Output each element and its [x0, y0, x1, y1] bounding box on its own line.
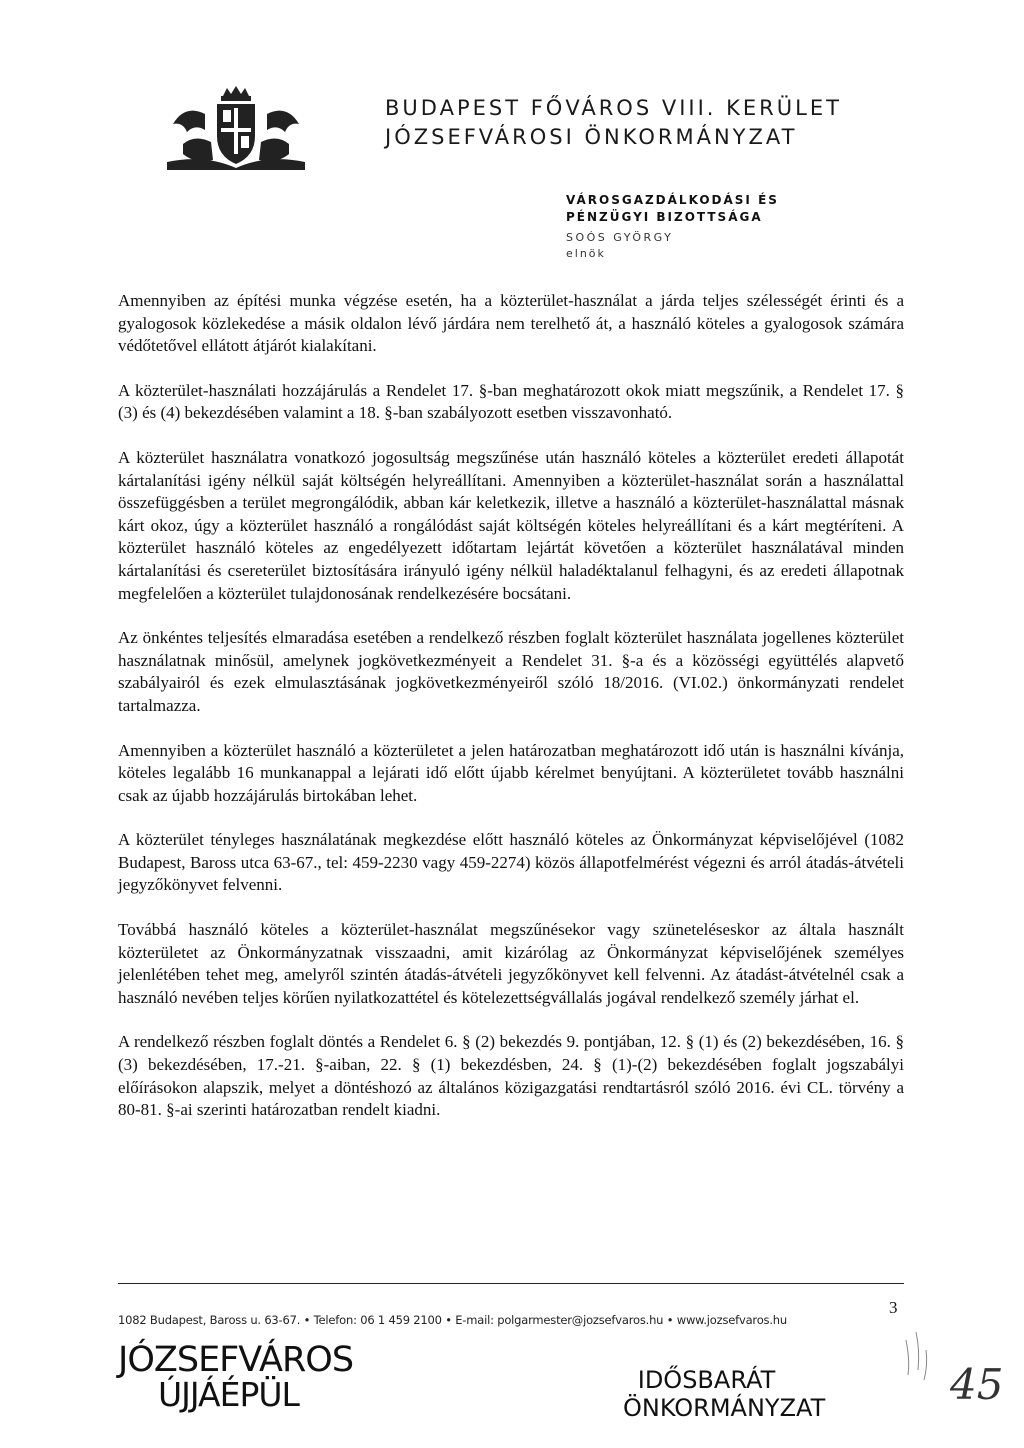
- logo-left-line-1: JÓZSEFVÁROS: [118, 1340, 354, 1380]
- paragraph: Amennyiben az építési munka végzése esetén, ha a közterület-használat a járda teljes szélességét érinti és a gyalogosok közlekedése a másik oldalon lévő járdára nem terelhető át, a használó köteles a gyalogosok számára védőtetővel ellátott átjárót kialakítani.: [118, 291, 904, 356]
- header-line-2: JÓZSEFVÁROSI ÖNKORMÁNYZAT: [385, 125, 798, 149]
- idosbarat-logo: [623, 1366, 825, 1422]
- paragraph: Továbbá használó köteles a közterület-használat megszűnésekor vagy szüneteléseskor az általa használt közterületet az Önkormányzatnak visszaadni, amit kizárólag az Önkormányzat képviselőjének személyes jelenlétében tehet meg, amelyről szintén átadás-átvételi jegyzőkönyvet kell felvenni. Az átadást-átvételnél csak a használó nevében teljes körűen nyilatkozattétel és kötelezettségvállalás jogával rendelkező személy járhat el.: [118, 920, 904, 1007]
- logo-right-line-2: ÖNKORMÁNYZAT: [623, 1394, 826, 1422]
- paragraph: Amennyiben a közterület használó a közterületet a jelen határozatban meghatározott idő után is használni kívánja, köteles legalább 16 munkanappal a lejárati idő előtt újabb kérelmet benyújtani. A közterületet tovább használni csak az újabb hozzájárulás birtokában lehet.: [118, 740, 904, 805]
- footer-divider: [118, 1283, 904, 1284]
- paragraph: A közterület-használati hozzájárulás a Rendelet 17. §-ban meghatározott okok miatt megszűnik, a Rendelet 17. § (3) és (4) bekezdésében valamint a 18. §-ban szabályozott esetben visszavonható.: [118, 380, 904, 423]
- page-number: 3: [889, 1298, 898, 1317]
- document-body: [118, 290, 904, 1144]
- coat-of-arms-icon: [165, 84, 307, 170]
- logo-left-line-2: ÚJJÁÉPÜL: [158, 1375, 299, 1414]
- logo-right-line-1: IDŐSBARÁT: [637, 1366, 776, 1394]
- paragraph: Az önkéntes teljesítés elmaradása esetében a rendelkező részben foglalt közterület használata jogellenes közterület használatnak minősül, amelynek jogkövetkezményeit a Rendelet 31. §-a és a közösségi együttélés alapvető szabályairól és ezek elmulasztásának jogkövetkezményeiről szóló 18/2016. (VI.02.) önkormányzati rendelet tartalmazza.: [118, 628, 904, 715]
- paragraph: A közterület tényleges használatának megkezdése előtt használó köteles az Önkormányzat képviselőjével (1082 Budapest, Baross utca 63-67., tel: 459-2230 vagy 459-2274) közös állapotfelmérést végezni és arról átadás-átvételi jegyzőkönyvet felvenni.: [118, 830, 904, 895]
- committee-name-line-1: VÁROSGAZDÁLKODÁSI ÉS: [566, 193, 779, 207]
- chair-role: elnök: [566, 247, 606, 260]
- handwritten-mark-icon: [898, 1320, 948, 1410]
- header-line-1: BUDAPEST FŐVÁROS VIII. KERÜLET: [385, 96, 842, 120]
- committee-block: [566, 192, 779, 262]
- chair-name: SOÓS GYÖRGY: [566, 231, 674, 244]
- committee-name-line-2: PÉNZÜGYI BIZOTTSÁGA: [566, 210, 763, 224]
- municipality-header: [385, 94, 842, 152]
- handwritten-number: 45: [950, 1360, 1004, 1409]
- footer-contact: 1082 Budapest, Baross u. 63-67. • Telefon: 06 1 459 2100 • E-mail: polgarmester@jozsefvaros.hu • www.jozsefvaros.hu: [118, 1313, 787, 1327]
- paragraph: A rendelkező részben foglalt döntés a Rendelet 6. § (2) bekezdés 9. pontjában, 12. § (1) és (2) bekezdésében, 16. § (3) bekezdésében, 17.-21. §-aiban, 22. § (1) bekezdésben, 24. § (1)-(2) bekezdésében foglalt jogszabályi előírásokon alapszik, melyet a döntéshozó az általános közigazgatási rendtartásról szóló 2016. évi CL. törvény a 80-81. §-ai szerinti határozatban rendelt kiadni.: [118, 1032, 904, 1120]
- jozsefvaros-ujjaepul-logo: [118, 1342, 353, 1412]
- paragraph: A közterület használatra vonatkozó jogosultság megszűnése után használó köteles a közterület eredeti állapotát kártalanítási igény nélkül saját költségén helyreállítani. Amennyiben a közterület-használat során a használattal összefüggésben a terület megrongálódik, abban kár keletkezik, illetve a használó a közterület-használattal másnak kárt okoz, úgy a közterület használó a rongálódást saját költségén köteles helyreállítani és a kárt megtéríteni. A közterület használó köteles az engedélyezett időtartam lejártát követően a közterület használatával minden kártalanítási és csereterület biztosítására irányuló igény nélkül haladéktalanul felhagyni, és az eredeti állapotnak megfelelően a közterület tulajdonosának rendelkezésére bocsátani.: [118, 447, 904, 603]
